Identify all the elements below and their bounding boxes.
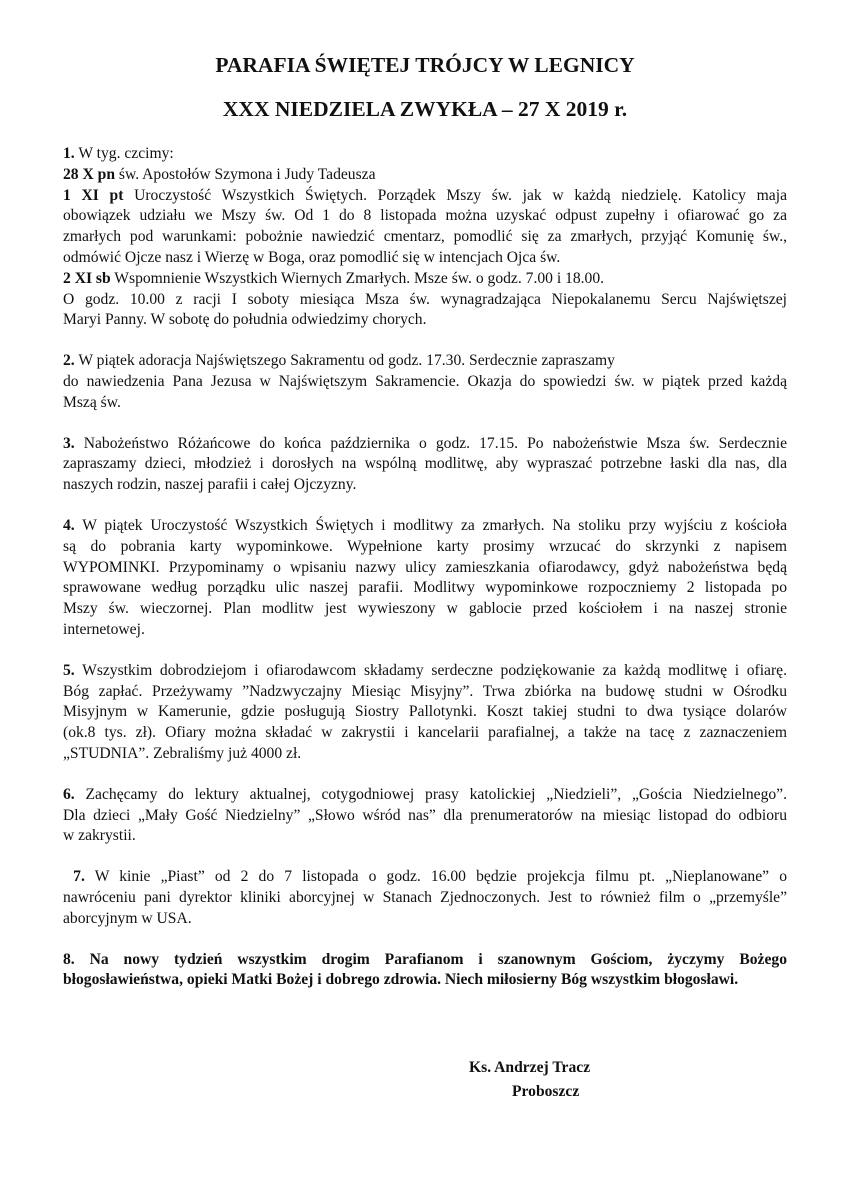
- announcement-2-line-3: Mszą św.: [63, 393, 121, 411]
- pastor-name: Ks. Andrzej Tracz: [469, 1059, 591, 1076]
- announcement-6-line-2: Dla dzieci „Mały Gość Niedzielny” „Słowo wśród nas” dla prenumeratorów na miesiąc listopad do odbioru: [63, 806, 787, 824]
- announcement-1-line-1: [63, 144, 787, 165]
- announcement-1-line-2: [63, 165, 787, 186]
- announcement-5-line-3: Misyjnym w Kamerunie, gdzie posługują Siostry Pallotynki. Koszt takiej studni to dwa tysiące dolarów: [63, 703, 787, 721]
- announcement-1-line-8: O godz. 10.00 z racji I soboty miesiąca Msza św. wynagradzająca Niepokalanemu Sercu Najświętszej: [63, 290, 787, 308]
- announcement-number: 5.: [63, 661, 75, 679]
- announcement-text: Zachęcamy do lektury aktualnej, cotygodniowej prasy katolickiej „Niedzieli”, „Gościa Niedzielnego”.: [74, 785, 787, 803]
- announcement-number: 6.: [63, 785, 75, 803]
- announcement-1-line-4: obowiązek udziału we Mszy św. Od 1 do 8 listopada można uzyskać odpust zupełny i ofiarować go za: [63, 207, 787, 225]
- parish-title: PARAFIA ŚWIĘTEJ TRÓJCY W LEGNICY: [215, 53, 635, 77]
- pastor-role: Proboszcz: [512, 1083, 580, 1100]
- announcement-4-line-5: Mszy św. wieczornej. Plan modlitw jest wywieszony w gablocie przed kościołem i na naszej stronie: [63, 600, 787, 618]
- announcement-4-line-1: [63, 516, 787, 537]
- announcement-8-line-1: [63, 950, 787, 971]
- announcement-2-line-1: [63, 351, 787, 372]
- announcement-5-line-2: Bóg zapłać. Przeżywamy ”Nadzwyczajny Miesiąc Misyjny”. Trwa zbiórka na budowę studni w Ośrodku: [63, 682, 787, 700]
- announcement-5-line-4: (ok.8 tys. zł). Ofiary można składać w zakrystii i kancelarii parafialnej, a także na tacę z zaznaczeniem: [63, 724, 787, 742]
- announcement-1-line-3: [63, 186, 787, 207]
- announcement-text: Wszystkim dobrodziejom i ofiarodawcom składamy serdeczne podziękowanie za każdą modlitwę i ofiarę.: [74, 661, 787, 679]
- announcement-6-line-1: [63, 785, 787, 806]
- announcement-5-line-1: [63, 661, 787, 682]
- announcement-number: 3.: [63, 434, 75, 452]
- announcement-6: [63, 785, 787, 847]
- announcement-8: [63, 950, 787, 992]
- announcement-7: [63, 867, 787, 929]
- announcement-text: Nabożeństwo Różańcowe do końca października o godz. 17.15. Po nabożeństwie Msza św. Serdecznie: [74, 434, 787, 452]
- announcement-3-line-3: naszych rodzin, naszej parafii i całej Ojczyzny.: [63, 476, 357, 494]
- signature-block: [469, 1056, 590, 1104]
- announcement-5: [63, 661, 787, 765]
- announcement-text: W piątek Uroczystość Wszystkich Świętych i modlitwy za zmarłych. Na stoliku przy wyjściu z kościoła: [74, 516, 787, 534]
- announcement-3-line-1: [63, 434, 787, 455]
- announcement-1-line-6: odmówić Ojcze nasz i Wierzę w Boga, oraz pomodlić się w intencjach Ojca św.: [63, 248, 561, 266]
- announcement-2: [63, 351, 787, 413]
- date-label: 2 XI sb: [63, 269, 111, 287]
- announcement-6-line-3: w zakrystii.: [63, 827, 136, 845]
- announcement-number: 1.: [63, 145, 75, 162]
- bulletin-page: [63, 50, 787, 1011]
- announcement-3-line-2: zapraszamy dzieci, młodzież i dorosłych na wspólną modlitwę, aby wypraszać potrzebne łaski dla nas, dla: [63, 455, 787, 473]
- date-label: 1 XI pt: [63, 186, 124, 204]
- announcement-1-line-5: zmarłych pod warunkami: pobożnie nawiedzić cmentarz, pomodlić się za zmarłych, przyjąć Komunię św.,: [63, 228, 787, 246]
- announcement-number: 4.: [63, 516, 75, 534]
- announcement-1-line-7: [63, 269, 787, 290]
- announcement-7-line-1: [63, 867, 787, 888]
- announcement-text: św. Apostołów Szymona i Judy Tadeusza: [115, 165, 376, 183]
- announcement-4-line-4: sprawowane według porządku ulic naszej parafii. Modlitwy wypominkowe rozpoczniemy 2 listopada po: [63, 579, 787, 597]
- announcement-7-line-3: aborcyjnym w USA.: [63, 909, 192, 927]
- announcement-4-line-6: internetowej.: [63, 620, 145, 638]
- announcement-text: Na nowy tydzień wszystkim drogim Parafianom i szanownym Gościom, życzymy Bożego: [74, 950, 787, 968]
- announcement-2-line-2: do nawiedzenia Pana Jezusa w Najświętszym Sakramencie. Okazja do spowiedzi św. w piątek przed każdą: [63, 372, 787, 390]
- announcement-4-line-2: są do pobrania karty wypominkowe. Wypełnione karty prosimy wrzucać do skrzynki z napisem: [63, 537, 787, 555]
- announcement-4-line-3: WYPOMINKI. Przypominamy o wpisaniu nazwy ulicy zamieszkania ofiarodawcy, gdyż nabożeństwa będą: [63, 558, 787, 576]
- announcement-1: [63, 144, 787, 331]
- announcement-number: 7.: [73, 868, 85, 886]
- announcement-number: 8.: [63, 950, 75, 968]
- announcement-3: [63, 434, 787, 496]
- announcement-7-line-2: nawróceniu pani dyrektor kliniki aborcyjnej w Stanach Zjednoczonych. Jest to również film o „przemyśle”: [63, 888, 787, 906]
- announcement-5-line-5: „STUDNIA”. Zebraliśmy już 4000 zł.: [63, 744, 302, 762]
- announcement-4: [63, 516, 787, 641]
- announcement-8-line-2: błogosławieństwa, opieki Matki Bożej i dobrego zdrowia. Niech miłosierny Bóg wszystkim błogosławi.: [63, 971, 739, 989]
- announcement-number: 2.: [63, 352, 75, 370]
- sunday-title: XXX NIEDZIELA ZWYKŁA – 27 X 2019 r.: [222, 97, 628, 121]
- announcement-text: Wspomnienie Wszystkich Wiernych Zmarłych. Msze św. o godz. 7.00 i 18.00.: [110, 269, 605, 287]
- announcement-text: Uroczystość Wszystkich Świętych. Porządek Mszy św. jak w każdą niedzielę. Katolicy maja: [123, 186, 787, 204]
- announcement-text: W tyg. czcimy:: [74, 145, 174, 162]
- announcements: [63, 144, 787, 991]
- announcement-text: W piątek adoracja Najświętszego Sakramentu od godz. 17.30. Serdecznie zapraszamy: [74, 352, 615, 370]
- date-label: 28 X pn: [63, 165, 115, 183]
- announcement-1-line-9: Maryi Panny. W sobotę do południa odwiedzimy chorych.: [63, 311, 427, 329]
- announcement-text: W kinie „Piast” od 2 do 7 listopada o godz. 16.00 będzie projekcja filmu pt. „Nieplanowane” o: [84, 868, 787, 886]
